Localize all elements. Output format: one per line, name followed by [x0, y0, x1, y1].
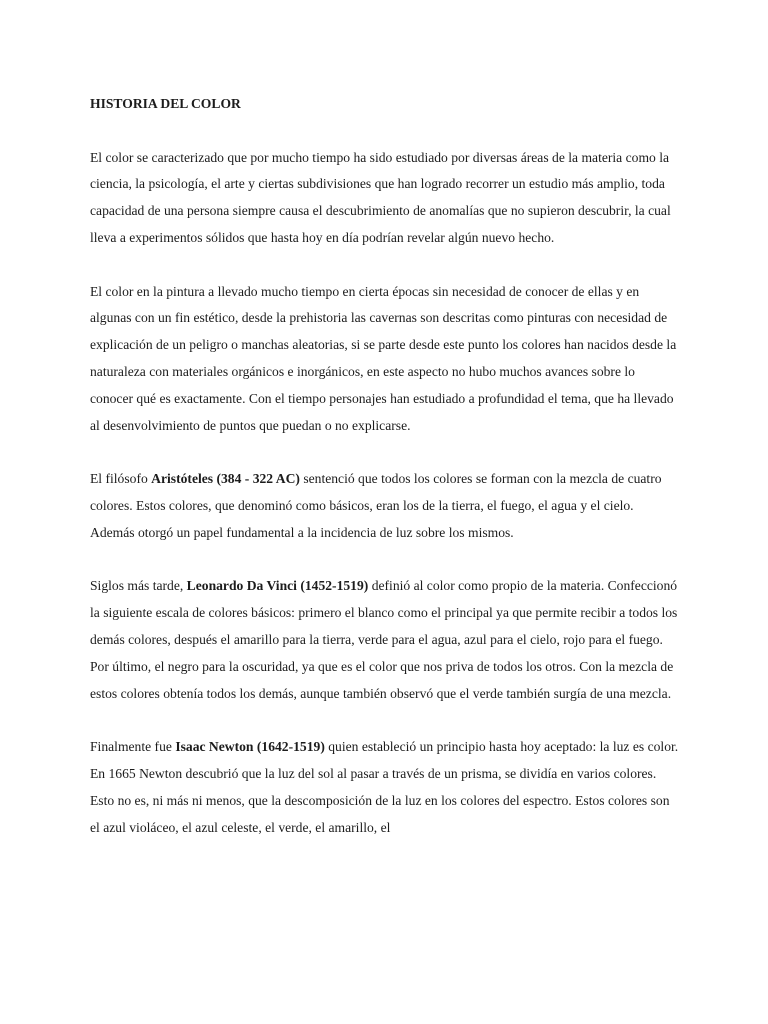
paragraph-text: definió al color como propio de la materia. Confeccionó la siguiente escala de colores básicos: primero el blanco como el principal ya que permite recibir a todos los demás colores, después el amarillo para la tierra, verde para el agua, azul para el cielo, rojo para el fuego. Por último, el negro para la oscuridad, ya que es el color que nos priva de todos los otros. Con la mezcla de estos colores obtenía todos los demás, aunque también observó que el verde también surgía de una mezcla.: [90, 578, 678, 701]
paragraph-text: El filósofo: [90, 471, 152, 487]
paragraph-intro: El color se caracterizado que por mucho tiempo ha sido estudiado por diversas áreas de la materia como la ciencia, la psicología, el arte y ciertas subdivisiones que han logrado recorrer un estudio más amplio, toda capacidad de una persona siempre causa el descubrimiento de anomalías que no supieron descubrir, la cual lleva a experimentos sólidos que hasta hoy en día podrían revelar algún nuevo hecho.: [90, 149, 671, 245]
document-title: HISTORIA DEL COLOR: [90, 96, 241, 111]
bold-name-aristoteles: Aristóteles (384 - 322 AC): [151, 471, 300, 487]
bold-name-da-vinci: Leonardo Da Vinci (1452-1519): [186, 578, 369, 594]
paragraph-text: sentenció que todos los colores se forman con la mezcla de cuatro colores. Estos colores, que denominó como básicos, eran los de la tierra, el fuego, el agua y el cielo. Además otorgó un papel fundamental a la incidencia de luz sobre los mismos.: [90, 471, 662, 540]
bold-name-newton: Isaac Newton (1642-1519): [175, 739, 325, 755]
document-body: [90, 91, 680, 868]
paragraph-painting: El color en la pintura a llevado mucho tiempo en cierta épocas sin necesidad de conocer de ellas y en algunas con un fin estético, desde la prehistoria las cavernas son descritas como pinturas con necesidad de explicación de un peligro o manchas aleatorias, si se parte desde este punto los colores han nacidos desde la naturaleza con materiales orgánicos e inorgánicos, en este aspecto no hubo muchos avances sobre lo conocer qué es exactamente. Con el tiempo personajes han estudiado a profundidad el tema, que ha llevado al desenvolvimiento de puntos que puedan o no explicarse.: [90, 283, 677, 433]
paragraph-text: quien estableció un principio hasta hoy aceptado: la luz es color. En 1665 Newton descubrió que la luz del sol al pasar a través de un prisma, se dividía en varios colores. Esto no es, ni más ni menos, que la descomposición de la luz en los colores del espectro. Estos colores son el azul violáceo, el azul celeste, el verde, el amarillo, el: [90, 739, 679, 835]
paragraph-aristoteles: [90, 466, 680, 546]
paragraph-text: Finalmente fue: [90, 739, 176, 755]
paragraph-newton: [90, 734, 680, 841]
paragraph-da-vinci: [90, 573, 680, 707]
paragraph-text: Siglos más tarde,: [90, 578, 187, 594]
